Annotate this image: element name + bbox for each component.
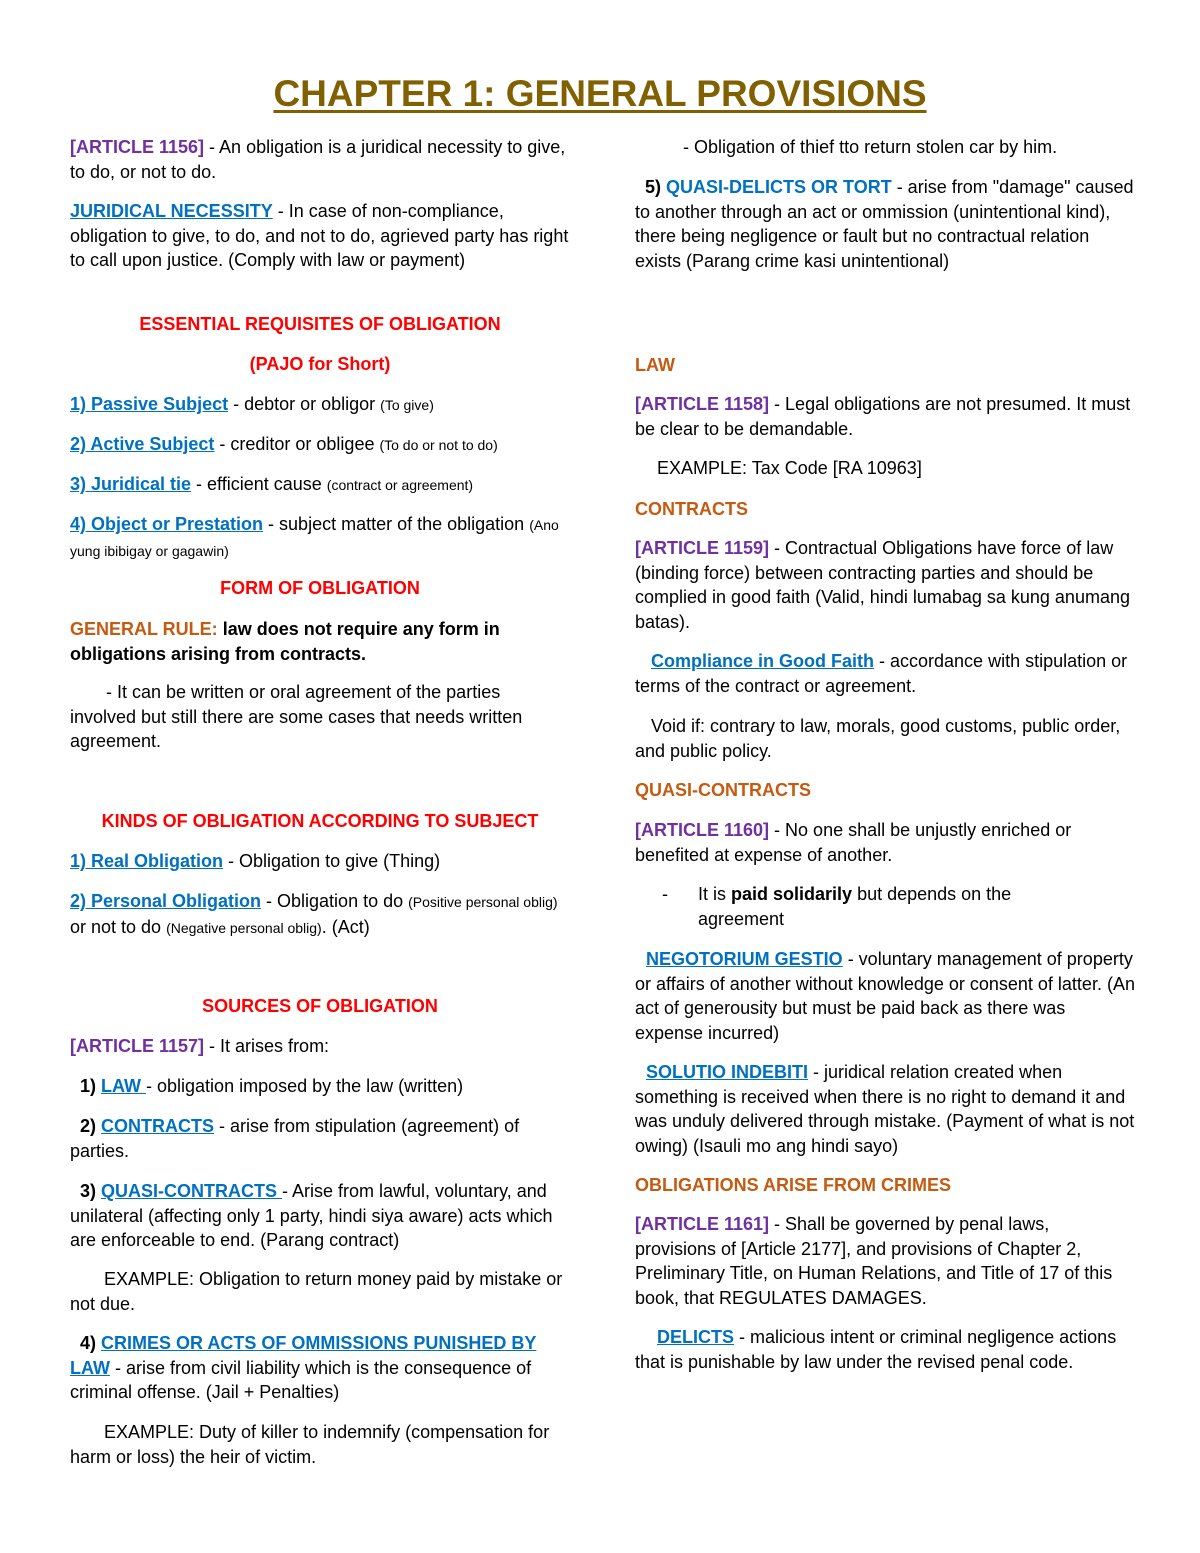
- solutio-paragraph: [635, 1060, 1135, 1158]
- item-text: - obligation imposed by the law (written): [146, 1076, 464, 1096]
- term-label: QUASI-DELICTS OR TORT: [666, 177, 892, 197]
- void-paragraph: Void if: contrary to law, morals, good customs, public order, and public policy.: [635, 716, 1121, 761]
- item-text: - efficient cause: [191, 474, 327, 494]
- general-rule-note: - It can be written or oral agreement of the parties involved but still there are some cases that needs written agreement.: [70, 682, 523, 752]
- paragraph-text: - malicious intent or criminal negligence actions that is punishable by law under the revised penal code.: [635, 1327, 1117, 1372]
- paragraph-text: - In case of non-compliance, obligation to give, to do, and not to do, agrieved party has right to call upon justice. (Comply with law or payment): [70, 201, 569, 271]
- item-text: - arise from "damage" caused to another through an act or ommission (unintentional kind), there being negligence or fault but no contractual relation exists (Parang crime kasi unintentional): [635, 177, 1134, 271]
- paragraph-text: - It arises from:: [204, 1036, 330, 1056]
- article-1156-paragraph: [70, 135, 570, 184]
- term-link: SOLUTIO INDEBITI: [646, 1062, 808, 1082]
- paragraph-text: - voluntary management of property or affairs of another without knowledge or consent of latter. (An act of generousity but must be paid back as there was expense incurred): [635, 949, 1135, 1043]
- delicts-paragraph: [635, 1325, 1135, 1374]
- item-text: - arise from stipulation (agreement) of parties.: [70, 1116, 520, 1161]
- term-link: DELICTS: [657, 1327, 735, 1347]
- term-link: CONTRACTS: [101, 1116, 215, 1136]
- requisite-item: [70, 472, 570, 498]
- item-text: It is: [698, 884, 732, 904]
- paragraph-text: - No one shall be unjustly enriched or benefited at expense of another.: [635, 820, 1072, 865]
- section-heading-requisites: ESSENTIAL REQUISITES OF OBLIGATION: [139, 314, 501, 334]
- article-1160-paragraph: [635, 818, 1135, 867]
- item-number: 3): [80, 1181, 102, 1201]
- item-number: 5): [645, 177, 667, 197]
- item-text: - Arise from lawful, voluntary, and unilateral (affecting only 1 party, hindi siya aware) acts which are enforceable to end. (Parang contract): [70, 1181, 553, 1251]
- requisite-item: [70, 512, 570, 563]
- item-text: - Obligation to do: [261, 891, 409, 911]
- paragraph-text: - Shall be governed by penal laws, provisions of [Article 2177], and provisions of Chapter 2, Preliminary Title, on Human Relations, and Title of 17 of this book, that REGULATES DAMAGES.: [635, 1214, 1113, 1308]
- article-1159-paragraph: [635, 536, 1135, 634]
- requisite-item: [70, 392, 570, 418]
- article-1157-paragraph: [70, 1034, 570, 1059]
- item-note: (To do or not to do): [379, 437, 498, 453]
- source-item: [635, 175, 1135, 273]
- term-link: Compliance in Good Faith: [651, 651, 875, 671]
- article-label: [ARTICLE 1158]: [635, 394, 770, 414]
- kind-item: [70, 849, 570, 874]
- paragraph-text: law does not require any form in obligations arising from contracts.: [70, 619, 500, 664]
- article-1158-paragraph: [635, 392, 1135, 441]
- section-heading-contracts: CONTRACTS: [635, 499, 748, 519]
- item-text: - subject matter of the obligation: [263, 514, 530, 534]
- item-text: . (Act): [321, 916, 370, 937]
- article-label: [ARTICLE 1159]: [635, 538, 770, 558]
- section-subheading-pajo: (PAJO for Short): [249, 354, 391, 374]
- section-heading-quasi-contracts: QUASI-CONTRACTS: [635, 780, 811, 800]
- article-label: [ARTICLE 1160]: [635, 820, 770, 840]
- term-link: CRIMES OR ACTS OF OMMISSIONS PUNISHED BY LAW: [70, 1333, 537, 1378]
- term-link: 2) Personal Obligation: [70, 891, 262, 911]
- source-item: [70, 1114, 570, 1163]
- item-number: 4): [80, 1333, 102, 1353]
- example-text: - Obligation of thief tto return stolen car by him.: [683, 137, 1058, 157]
- requisite-item: [70, 432, 570, 458]
- section-heading-sources: SOURCES OF OBLIGATION: [202, 996, 438, 1016]
- item-note: (Positive personal oblig): [408, 894, 558, 910]
- item-note: (Negative personal oblig): [166, 919, 322, 936]
- source-item: [70, 1074, 570, 1099]
- article-label: [ARTICLE 1161]: [635, 1214, 770, 1234]
- source-item: [70, 1179, 570, 1253]
- source-item: [70, 1331, 570, 1405]
- term-link: 3) Juridical tie: [70, 474, 192, 494]
- item-text: or not to do: [70, 916, 167, 937]
- item-text: - debtor or obligor: [228, 394, 381, 414]
- paragraph-text: - accordance with stipulation or terms of the contract or agreement.: [635, 651, 1128, 696]
- good-faith-paragraph: [635, 649, 1135, 698]
- paragraph-text: - Legal obligations are not presumed. It must be clear to be demandable.: [635, 394, 1131, 439]
- section-heading-form: FORM OF OBLIGATION: [220, 578, 420, 598]
- juridical-necessity-paragraph: [70, 199, 570, 273]
- item-text: - creditor or obligee: [214, 434, 380, 454]
- item-text: - arise from civil liability which is the consequence of criminal offense. (Jail + Penalties): [70, 1357, 532, 1403]
- bullet-item: [698, 882, 1098, 931]
- item-note: (Ano yung ibibigay or gagawin): [70, 517, 559, 559]
- example-text: EXAMPLE: Obligation to return money paid by mistake or not due.: [70, 1269, 563, 1314]
- article-1161-paragraph: [635, 1212, 1135, 1310]
- article-label: [ARTICLE 1156]: [70, 137, 205, 157]
- term-link: NEGOTORIUM GESTIO: [646, 949, 843, 969]
- term-link: 1) Real Obligation: [70, 851, 224, 871]
- paragraph-text: - Contractual Obligations have force of law (binding force) between contracting parties and should be complied in good faith (Valid, hindi lumabag sa kung anumang batas).: [635, 538, 1130, 632]
- item-number: 1): [80, 1076, 102, 1096]
- section-heading-kinds: KINDS OF OBLIGATION ACCORDING TO SUBJECT: [101, 811, 539, 831]
- item-emphasis: paid solidarily: [731, 884, 853, 904]
- item-note: (contract or agreement): [326, 477, 474, 493]
- item-text: - Obligation to give (Thing): [223, 851, 441, 871]
- item-note: (To give): [380, 397, 434, 413]
- term-link: JURIDICAL NECESSITY: [70, 201, 273, 221]
- section-heading-law: LAW: [635, 355, 675, 375]
- page-title: CHAPTER 1: GENERAL PROVISIONS: [273, 73, 927, 114]
- general-rule-label: GENERAL RULE:: [70, 619, 218, 639]
- term-link: QUASI-CONTRACTS: [101, 1181, 283, 1201]
- example-text: EXAMPLE: Duty of killer to indemnify (compensation for harm or loss) the heir of victim.: [70, 1422, 550, 1467]
- paragraph-text: - juridical relation created when something is received when there is no right to demand it and was unduly delivered through mistake. (Payment of what is not owing) (Isauli mo ang hindi sayo): [635, 1062, 1135, 1156]
- term-link: 1) Passive Subject: [70, 394, 229, 414]
- section-heading-crimes: OBLIGATIONS ARISE FROM CRIMES: [635, 1175, 952, 1195]
- negotiorum-paragraph: [635, 947, 1135, 1045]
- kind-item: [70, 889, 570, 940]
- article-label: [ARTICLE 1157]: [70, 1036, 205, 1056]
- item-number: 2): [80, 1116, 102, 1136]
- term-link: 4) Object or Prestation: [70, 514, 264, 534]
- item-text: but depends on the agreement: [698, 884, 1012, 929]
- bullet-dash: -: [662, 884, 668, 904]
- paragraph-text: - An obligation is a juridical necessity to give, to do, or not to do.: [70, 137, 566, 182]
- term-link: 2) Active Subject: [70, 434, 215, 454]
- term-link: LAW: [101, 1076, 147, 1096]
- general-rule-paragraph: [70, 617, 570, 666]
- example-text: EXAMPLE: Tax Code [RA 10963]: [657, 458, 922, 478]
